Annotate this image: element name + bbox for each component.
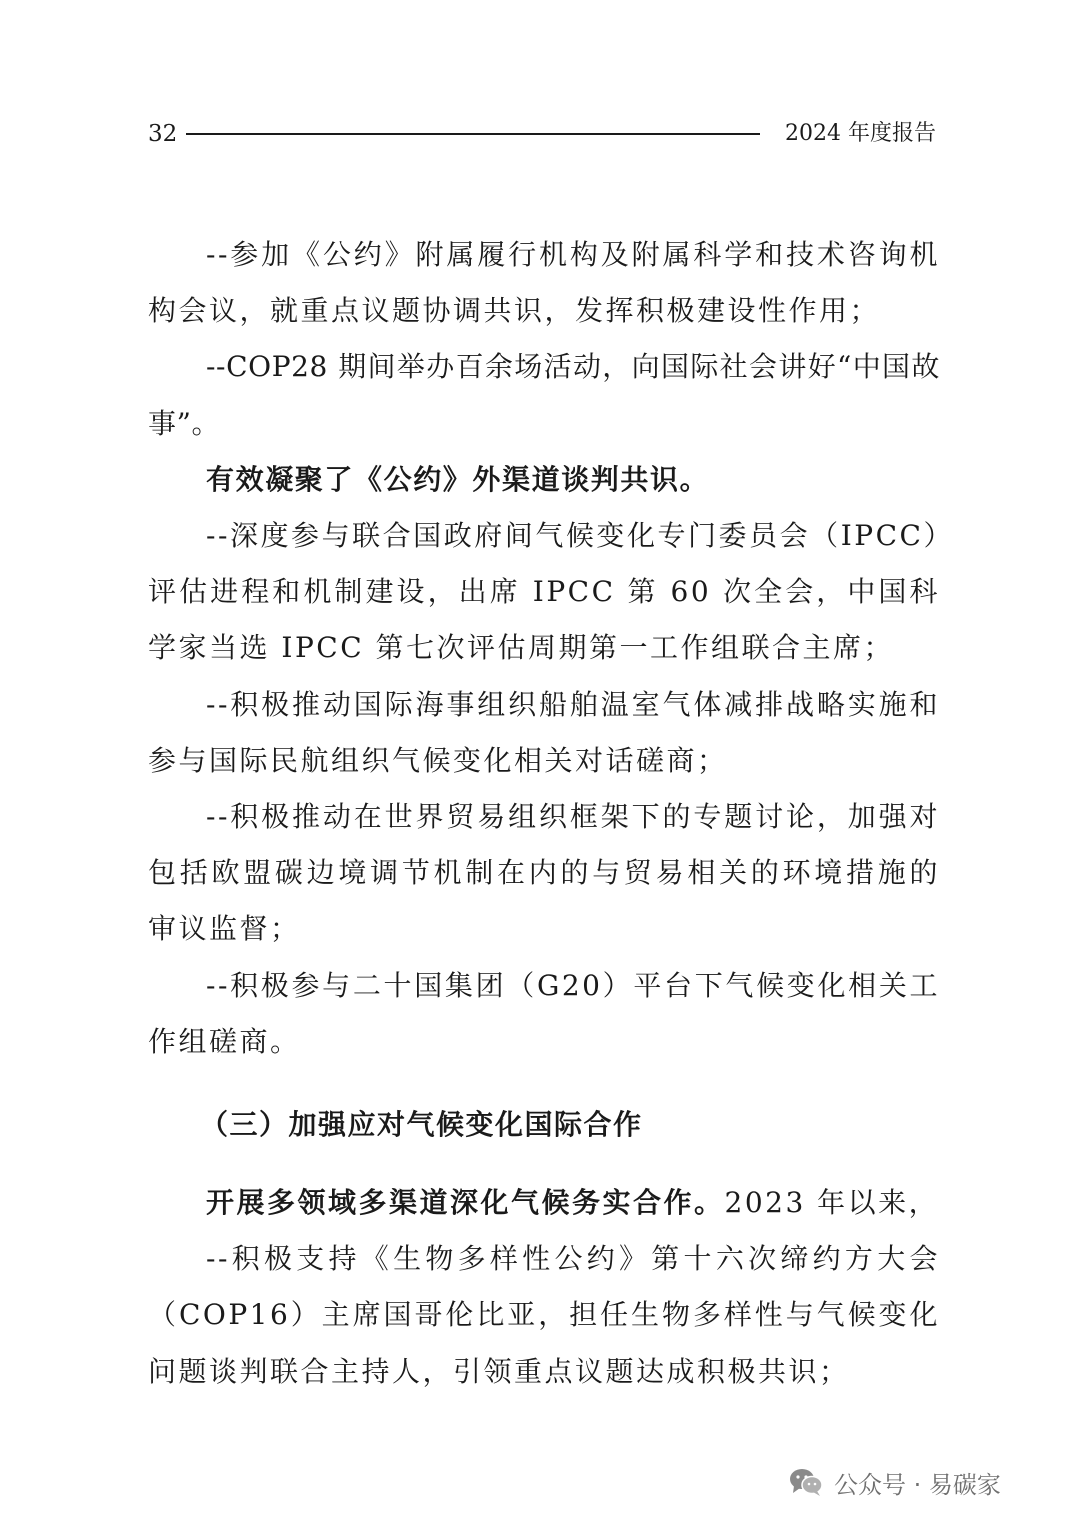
section-heading: （三）加强应对气候变化国际合作 (200, 1108, 643, 1142)
watermark (788, 1462, 1001, 1502)
paragraph-consensus-heading: 有效凝聚了《公约》外渠道谈判共识。 (206, 462, 710, 496)
page-header (148, 118, 936, 152)
paragraph-imo-icao: --积极推动国际海事组织船舶温室气体减排战略实施和参与国际民航组织气候变化相关对话磋商； (148, 687, 940, 777)
cooperation-lead-rest: 2023 年以来， (724, 1186, 940, 1220)
header-rule (186, 133, 760, 135)
page-number: 32 (148, 121, 178, 147)
report-label: 2024 年度报告 (785, 121, 936, 146)
paragraph-cop28-events: --COP28 期间举办百余场活动，向国际社会讲好“中国故事”。 (148, 350, 940, 440)
watermark-text: 公众号 · 易碳家 (834, 1470, 1001, 1499)
paragraph-wto: --积极推动在世界贸易组织框架下的专题讨论，加强对包括欧盟碳边境调节机制在内的与贸易相关的环境措施的审议监督； (148, 800, 940, 946)
paragraph-ipcc: --深度参与联合国政府间气候变化专门委员会（IPCC）评估进程和机制建设，出席 IPCC 第 60 次全会，中国科学家当选 IPCC 第七次评估周期第一工作组联合主席； (148, 519, 940, 665)
paragraph-g20: --积极参与二十国集团（G20）平台下气候变化相关工作组磋商。 (148, 968, 940, 1058)
paragraph-cop16: --积极支持《生物多样性公约》第十六次缔约方大会（COP16）主席国哥伦比亚，担任生物多样性与气候变化问题谈判联合主持人，引领重点议题达成积极共识； (148, 1242, 940, 1388)
paragraph-cooperation-lead (148, 1175, 940, 1231)
cooperation-lead-bold: 开展多领域多渠道深化气候务实合作。 (206, 1186, 725, 1220)
body-text (148, 227, 940, 1400)
paragraph-sbi-sbsta: --参加《公约》附属履行机构及附属科学和技术咨询机构会议，就重点议题协调共识，发挥积极建设性作用； (148, 238, 940, 328)
wechat-icon (788, 1466, 824, 1498)
